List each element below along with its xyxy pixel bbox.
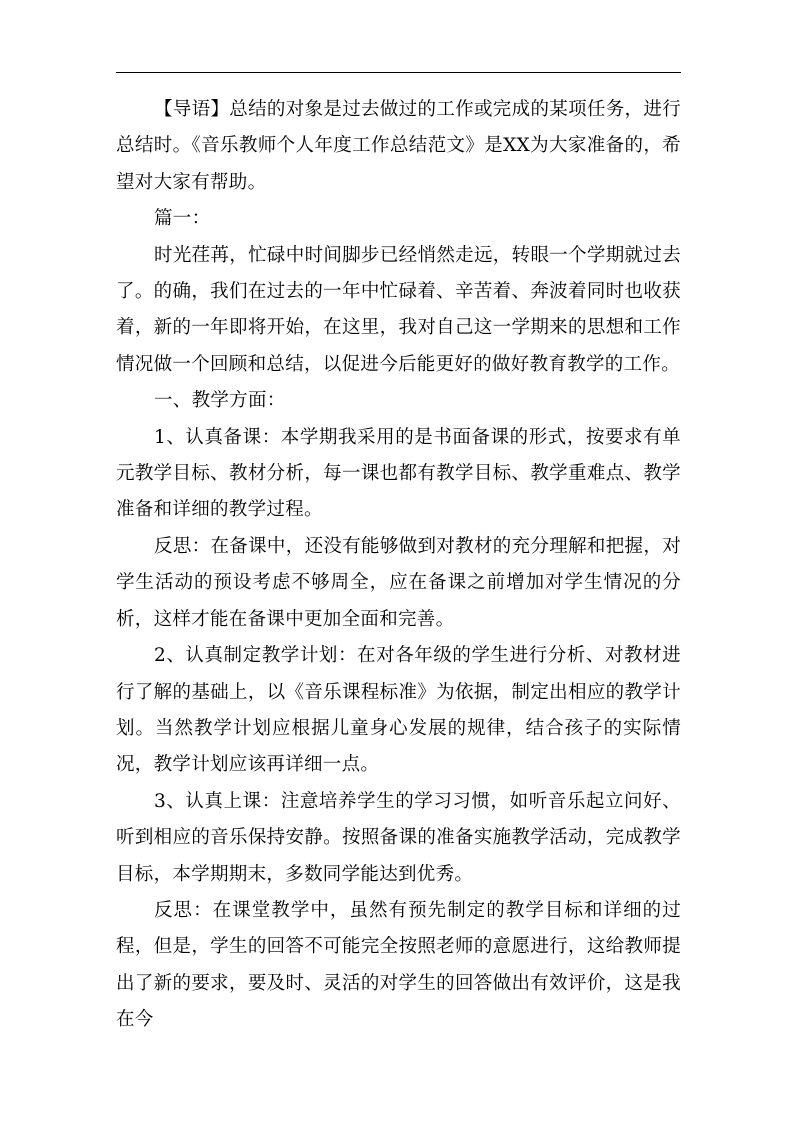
section-heading-part-one: 篇一： <box>154 208 211 230</box>
reflection-paragraph: 反思：在课堂教学中，虽然有预先制定的教学目标和详细的过程，但是，学生的回答不可能完全按照老师的意愿进行，这给教师提出了新的要求，要及时、灵活的对学生的回答做出有效评价，这是我在今 <box>116 899 681 1031</box>
document-body <box>116 92 681 1039</box>
intro-paragraph: 【导语】总结的对象是过去做过的工作或完成的某项任务，进行总结时。《音乐教师个人年度工作总结范文》是XX为大家准备的，希望对大家有帮助。 <box>116 99 681 193</box>
list-item-teaching-plan: 2、认真制定教学计划：在对各年级的学生进行分析、对教材进行了解的基础上，以《音乐课程标准》为依据，制定出相应的教学计划。当然教学计划应根据儿童身心发展的规律，结合孩子的实际情况，教学计划应该再详细一点。 <box>116 645 681 776</box>
list-item-classes: 3、认真上课：注意培养学生的学习习惯，如听音乐起立问好、听到相应的音乐保持安静。按照备课的准备实施教学活动，完成教学目标，本学期期末，多数同学能达到优秀。 <box>116 790 681 885</box>
section-heading-teaching: 一、教学方面： <box>154 390 286 412</box>
header-rule <box>116 72 681 73</box>
body-paragraph: 时光荏苒，忙碌中时间脚步已经悄然走远，转眼一个学期就过去了。的确，我们在过去的一年中忙碌着、辛苦着、奔波着同时也收获着，新的一年即将开始，在这里，我对自己这一学期来的思想和工作情况做一个回顾和总结，以促进今后能更好的做好教育教学的工作。 <box>116 244 681 375</box>
reflection-paragraph: 反思：在备课中，还没有能够做到对教材的充分理解和把握，对学生活动的预设考虑不够周全，应在备课之前增加对学生情况的分析，这样才能在备课中更加全面和完善。 <box>116 535 681 630</box>
list-item-lesson-prep: 1、认真备课：本学期我采用的是书面备课的形式，按要求有单元教学目标、教材分析，每一课也都有教学目标、教学重难点、教学准备和详细的教学过程。 <box>116 426 681 521</box>
